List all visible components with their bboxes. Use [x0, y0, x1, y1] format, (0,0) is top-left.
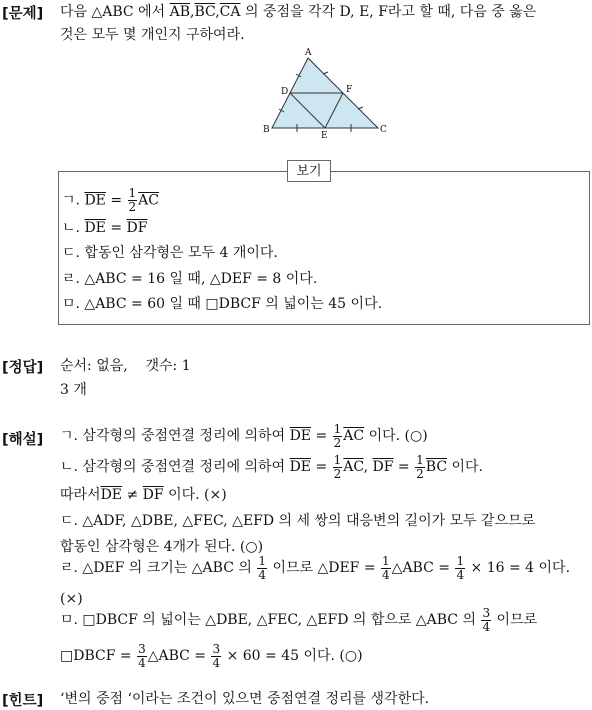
- vertex-label-f: F: [346, 85, 353, 95]
- answer-line-1: 순서: 없음, 갯수: 1: [60, 358, 191, 374]
- tick-mark: [358, 107, 363, 109]
- fraction: $\frac{1}{4}$: [382, 553, 390, 582]
- solution-line-7: (×): [60, 591, 83, 607]
- tick-mark: [323, 72, 328, 74]
- box-item-5: ㅁ. △ABC = 60 일 때 □DBCF 의 넓이는 45 이다.: [62, 296, 383, 312]
- answer-line-2: 3 개: [60, 382, 87, 398]
- box-item-3: ㄷ. 합동인 삼각형은 모두 4 개이다.: [62, 245, 278, 261]
- fraction: $\frac{1}{2}$: [128, 186, 137, 214]
- solution-label: [해설]: [2, 432, 44, 448]
- fraction: $\frac{3}{4}$: [212, 641, 221, 670]
- triangle-figure: [262, 44, 392, 140]
- solution-line-8: ㅁ. □DBCF 의 넓이는 △DBE, △FEC, △EFD 의 합으로 △ABC 의 $\frac{3}{4}$ 이므로: [60, 605, 538, 634]
- vertex-label-d: D: [281, 87, 289, 97]
- solution-line-6: ㄹ. △DEF 의 크기는 △ABC 의 $\frac{1}{4}$ 이므로 △DEF = $\frac{1}{4}$ △ABC = $\frac{1}{4}$ × 16 = 4 이다.: [60, 553, 571, 582]
- box-item-2: ㄴ. $\overline{DE} = \overline{DF}$: [62, 220, 148, 236]
- fraction: $\frac{1}{4}$: [456, 553, 465, 582]
- fraction: $\frac{3}{4}$: [482, 605, 491, 634]
- example-box-tab: 보기: [287, 160, 331, 182]
- problem-label: [문제]: [2, 6, 44, 22]
- problem-line-2: 것은 모두 몇 개인지 구하여라.: [60, 27, 245, 43]
- hint-label: [힌트]: [2, 693, 44, 709]
- fraction: $\frac{1}{2}$: [333, 421, 342, 450]
- fraction: $\frac{1}{4}$: [258, 553, 266, 582]
- answer-label: [정답]: [2, 360, 44, 376]
- problem-line-1: 다음 △ABC 에서 $\overline{AB},\overline{BC},\overline{CA}$ 의 중점을 각각 D, E, F라고 할 때, 다음 중 옳은: [60, 4, 537, 20]
- fraction: $\frac{1}{2}$: [416, 452, 424, 481]
- box-item-4: ㄹ. △ABC = 16 일 때, △DEF = 8 이다.: [62, 271, 318, 287]
- solution-line-9: □DBCF = $\frac{3}{4}$ △ABC = $\frac{3}{4}$ × 60 = 45 이다. (○): [60, 641, 363, 670]
- solution-line-4: ㄷ. △ADF, △DBE, △FEC, △EFD 의 세 쌍의 대응변의 길이가 모두 같으므로: [60, 513, 536, 529]
- vertex-label-b: B: [263, 125, 270, 135]
- solution-line-3: 따라서$\overline{DE} \ne \overline{DF}$ 이다. (×): [60, 487, 227, 503]
- solution-line-2: ㄴ. 삼각형의 중점연결 정리에 의하여 $\overline{DE}$ = $\frac{1}{2}$ $\overline{AC}$, $\overline{DF}$ = $\frac{1}{2}$ $\overline{BC}$ 이다.: [60, 452, 483, 481]
- hint-text: ‘변의 중점 ‘이라는 조건이 있으면 중점연결 정리를 생각한다.: [60, 691, 430, 707]
- fraction: $\frac{3}{4}$: [138, 641, 146, 670]
- vertex-label-c: C: [380, 125, 387, 135]
- fraction: $\frac{1}{2}$: [333, 452, 342, 481]
- solution-line-1: ㄱ. 삼각형의 중점연결 정리에 의하여 $\overline{DE}$ = $\frac{1}{2}$ $\overline{AC}$ 이다. (○): [60, 421, 428, 450]
- vertex-label-e: E: [321, 131, 328, 140]
- box-item-1: ㄱ. $\overline{DE}$ = $\frac{1}{2}$ $\overline{AC}$: [62, 186, 159, 214]
- solution-line-5: 합동인 삼각형은 4개가 된다. (○): [60, 539, 264, 555]
- vertex-label-a: A: [305, 48, 312, 58]
